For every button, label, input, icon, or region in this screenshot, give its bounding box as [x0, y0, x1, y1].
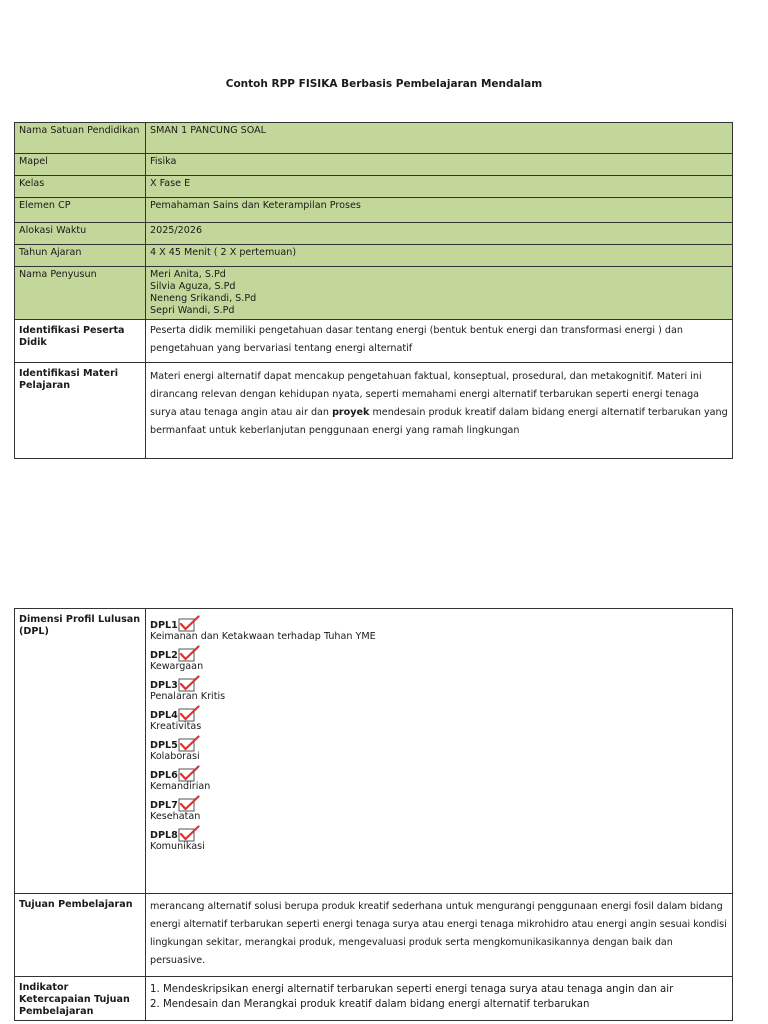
dpl-code: DPL3: [150, 680, 178, 691]
dpl-name: Penalaran Kritis: [150, 691, 226, 702]
identity-value-line: 4 X 45 Menit ( 2 X pertemuan): [150, 247, 297, 258]
identifikasi-materi-label: Identifikasi Materi Pelajaran: [15, 363, 146, 459]
identity-value-line: Silvia Aguza, S.Pd: [150, 281, 236, 292]
identity-label: Kelas: [15, 176, 146, 198]
identity-value-line: Fisika: [150, 156, 177, 167]
identity-value-line: 2025/2026: [150, 225, 203, 236]
dpl-code: DPL4: [150, 710, 178, 721]
identity-label: Tahun Ajaran: [15, 245, 146, 267]
identity-label: Mapel: [15, 154, 146, 176]
identity-label: Nama Penyusun: [15, 267, 146, 320]
tujuan-label: Tujuan Pembelajaran: [15, 894, 146, 977]
dpl-item: [150, 825, 728, 853]
dpl-name: Kemandirian: [150, 781, 211, 792]
dpl-row: [15, 609, 733, 894]
identity-value: [146, 198, 733, 223]
check-icon: [178, 615, 200, 632]
identity-row: [15, 176, 733, 198]
dpl-code: DPL7: [150, 800, 178, 811]
indikator-label: Indikator Ketercapaian Tujuan Pembelajaran: [15, 977, 146, 1021]
dpl-code: DPL8: [150, 830, 178, 841]
dpl-list: [146, 609, 733, 894]
identity-label: Elemen CP: [15, 198, 146, 223]
identity-label: Alokasi Waktu: [15, 223, 146, 245]
dpl-item: [150, 795, 728, 823]
dpl-label: Dimensi Profil Lulusan (DPL): [15, 609, 146, 894]
document-title: Contoh RPP FISIKA Berbasis Pembelajaran Mendalam: [225, 78, 543, 90]
check-icon: [178, 765, 200, 782]
dpl-name: Kewargaan: [150, 661, 204, 672]
materi-text-bold: proyek: [332, 407, 370, 418]
identity-table: [14, 122, 733, 459]
identifikasi-materi-text: [146, 363, 733, 459]
dpl-name: Kesehatan: [150, 811, 201, 822]
identity-value: [146, 176, 733, 198]
dpl-item: [150, 645, 728, 673]
identity-row: [15, 245, 733, 267]
indikator-list: [146, 977, 733, 1021]
identity-value: [146, 223, 733, 245]
dpl-code: DPL6: [150, 770, 178, 781]
identity-value-line: X Fase E: [150, 178, 191, 189]
identity-value: [146, 267, 733, 320]
identity-value: [146, 154, 733, 176]
identity-row: [15, 223, 733, 245]
indikator-row: [15, 977, 733, 1021]
identifikasi-peserta-label: Identifikasi Peserta Didik: [15, 320, 146, 363]
dpl-item: [150, 615, 728, 643]
identifikasi-materi-row: [15, 363, 733, 459]
dpl-item: [150, 705, 728, 733]
identity-row: [15, 267, 733, 320]
check-icon: [178, 795, 200, 812]
dpl-name: Kolaborasi: [150, 751, 200, 762]
identity-value-line: Pemahaman Sains dan Keterampilan Proses: [150, 200, 361, 211]
dpl-name: Komunikasi: [150, 841, 205, 852]
materi-text-part: Materi energi alternatif dapat mencakup pengetahuan faktual, konseptual, prosedural, dan metakognitif. Materi ini dirancang relevan dengan kehidupan nyata, seperti memahami energi alternatif terbarukan seperti energi tenaga surya atau tenaga angin atau air dan: [150, 371, 702, 418]
dpl-item: [150, 675, 728, 703]
identity-row: [15, 154, 733, 176]
identity-label: Nama Satuan Pendidikan: [15, 123, 146, 154]
dpl-code: DPL2: [150, 650, 178, 661]
check-icon: [178, 705, 200, 722]
tujuan-row: [15, 894, 733, 977]
identity-value-line: Neneng Srikandi, S.Pd: [150, 293, 257, 304]
identifikasi-peserta-text: Peserta didik memiliki pengetahuan dasar tentang energi (bentuk bentuk energi dan transformasi energi ) dan pengetahuan yang bervariasi tentang energi alternatif: [146, 320, 733, 363]
identity-value-line: SMAN 1 PANCUNG SOAL: [150, 125, 266, 136]
tujuan-text: merancang alternatif solusi berupa produk kreatif sederhana untuk mengurangi penggunaan energi fosil dalam bidang energi alternatif terbarukan seperti energi tenaga surya atau energi tenaga mikrohidro atau energi angin sesuai kondisi lingkungan sekitar, merangkai produk, mengevaluasi produk serta mengkomunikasikannya dengan baik dan persuasive.: [146, 894, 733, 977]
indikator-item: 1. Mendeskripsikan energi alternatif terbarukan seperti energi tenaga surya atau tenaga angin dan air: [150, 984, 674, 995]
identity-row: [15, 198, 733, 223]
identifikasi-peserta-row: [15, 320, 733, 363]
dpl-name: Kreativitas: [150, 721, 202, 732]
check-icon: [178, 735, 200, 752]
dpl-name: Keimanan dan Ketakwaan terhadap Tuhan YME: [150, 631, 376, 642]
check-icon: [178, 825, 200, 842]
identity-value: [146, 245, 733, 267]
dpl-code: DPL5: [150, 740, 178, 751]
dpl-item: [150, 735, 728, 763]
identity-value-line: Meri Anita, S.Pd: [150, 269, 226, 280]
indikator-item: 2. Mendesain dan Merangkai produk kreatif dalam bidang energi alternatif terbarukan: [150, 999, 590, 1010]
identity-value: [146, 123, 733, 154]
check-icon: [178, 675, 200, 692]
identity-value-line: Sepri Wandi, S.Pd: [150, 305, 235, 316]
dpl-code: DPL1: [150, 620, 178, 631]
profile-table: [14, 608, 733, 1021]
dpl-item: [150, 765, 728, 793]
identity-row: [15, 123, 733, 154]
check-icon: [178, 645, 200, 662]
materi-text-part: mendesain produk kreatif dalam bidang energi alternatif terbarukan yang bermanfaat untuk keberlanjutan penggunaan energi yang ramah lingkungan: [150, 407, 728, 436]
